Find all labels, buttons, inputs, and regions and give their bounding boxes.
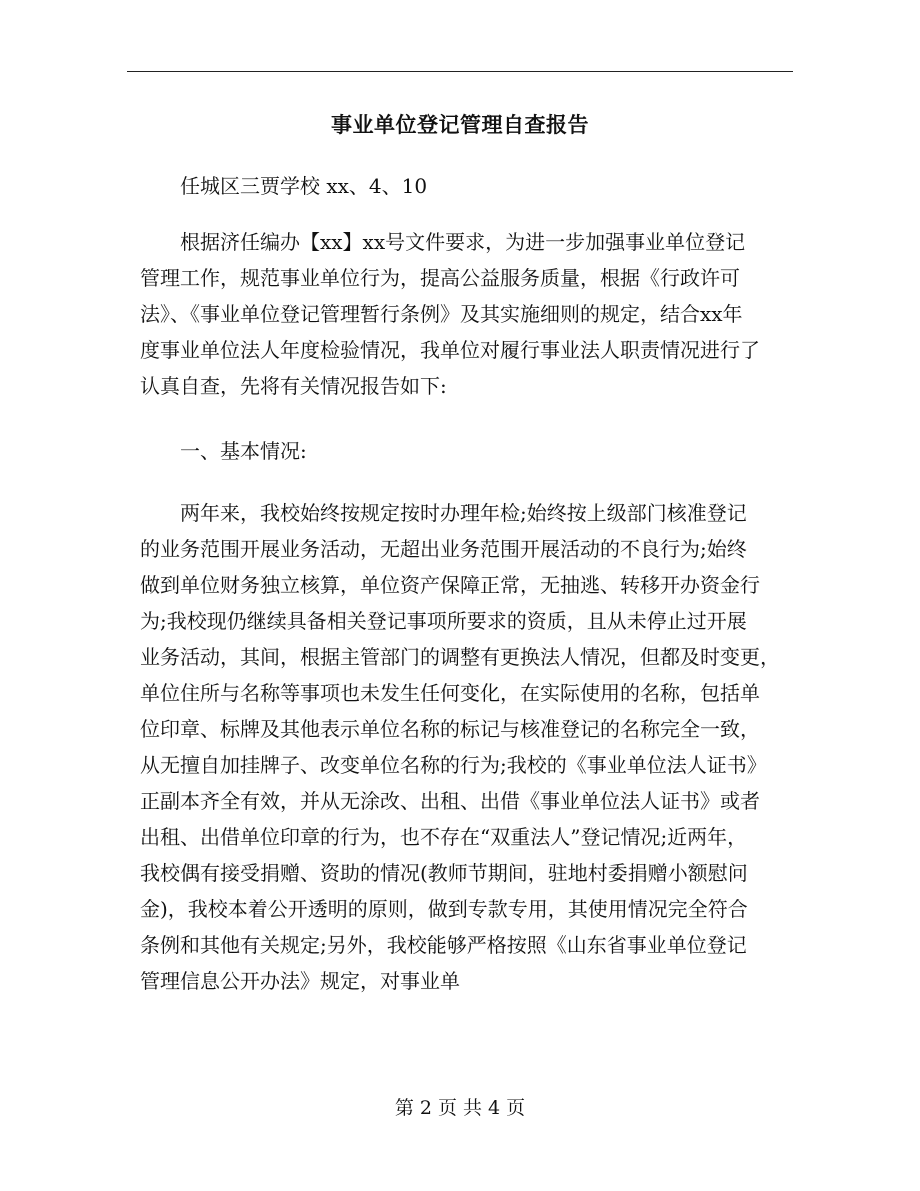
paragraph-line: 业务活动，其间，根据主管部门的调整有更换法人情况，但都及时变更， <box>140 645 780 669</box>
paragraph-line: 管理信息公开办法》规定，对事业单 <box>140 969 460 993</box>
paragraph-line: 单位住所与名称等事项也未发生任何变化，在实际使用的名称，包括单 <box>140 681 760 705</box>
paragraph-line: 条例和其他有关规定;另外，我校能够严格按照《山东省事业单位登记 <box>140 933 747 957</box>
paragraph-line: 出租、出借单位印章的行为，也不存在“双重法人”登记情况;近两年， <box>140 825 748 849</box>
document-title: 事业单位登记管理自查报告 <box>331 112 589 137</box>
paragraph-line: 的业务范围开展业务活动，无超出业务范围开展活动的不良行为;始终 <box>140 537 747 561</box>
paragraph-line: 根据济任编办【xx】xx号文件要求，为进一步加强事业单位登记 <box>180 230 746 254</box>
paragraph-line: 法》、《事业单位登记管理暂行条例》及其实施细则的规定，结合xx年 <box>140 302 743 326</box>
paragraph-line: 正副本齐全有效，并从无涂改、出租、出借《事业单位法人证书》或者 <box>140 789 760 813</box>
paragraph-line: 为;我校现仍继续具备相关登记事项所要求的资质，且从未停止过开展 <box>140 609 747 633</box>
date-line: 任城区三贾学校 xx、4、10 <box>180 174 428 198</box>
paragraph-line: 从无擅自加挂牌子、改变单位名称的行为;我校的《事业单位法人证书》 <box>140 753 767 777</box>
paragraph-line: 我校偶有接受捐赠、资助的情况(教师节期间，驻地村委捐赠小额慰问 <box>140 861 748 885</box>
paragraph-line: 做到单位财务独立核算，单位资产保障正常，无抽逃、转移开办资金行 <box>140 573 760 597</box>
paragraph-line: 金)，我校本着公开透明的原则，做到专款专用，其使用情况完全符合 <box>140 897 748 921</box>
paragraph-line: 位印章、标牌及其他表示单位名称的标记与核准登记的名称完全一致， <box>140 717 760 741</box>
paragraph-line: 度事业单位法人年度检验情况，我单位对履行事业法人职责情况进行了 <box>140 338 760 362</box>
paragraph-line: 管理工作，规范事业单位行为，提高公益服务质量，根据《行政许可 <box>140 266 740 290</box>
section-heading: 一、基本情况: <box>180 439 307 463</box>
paragraph-line: 认真自查，先将有关情况报告如下: <box>140 374 447 398</box>
header-rule <box>127 71 793 72</box>
paragraph-line: 两年来，我校始终按规定按时办理年检;始终按上级部门核准登记 <box>180 501 747 525</box>
page-number: 第 2 页 共 4 页 <box>394 1097 526 1119</box>
